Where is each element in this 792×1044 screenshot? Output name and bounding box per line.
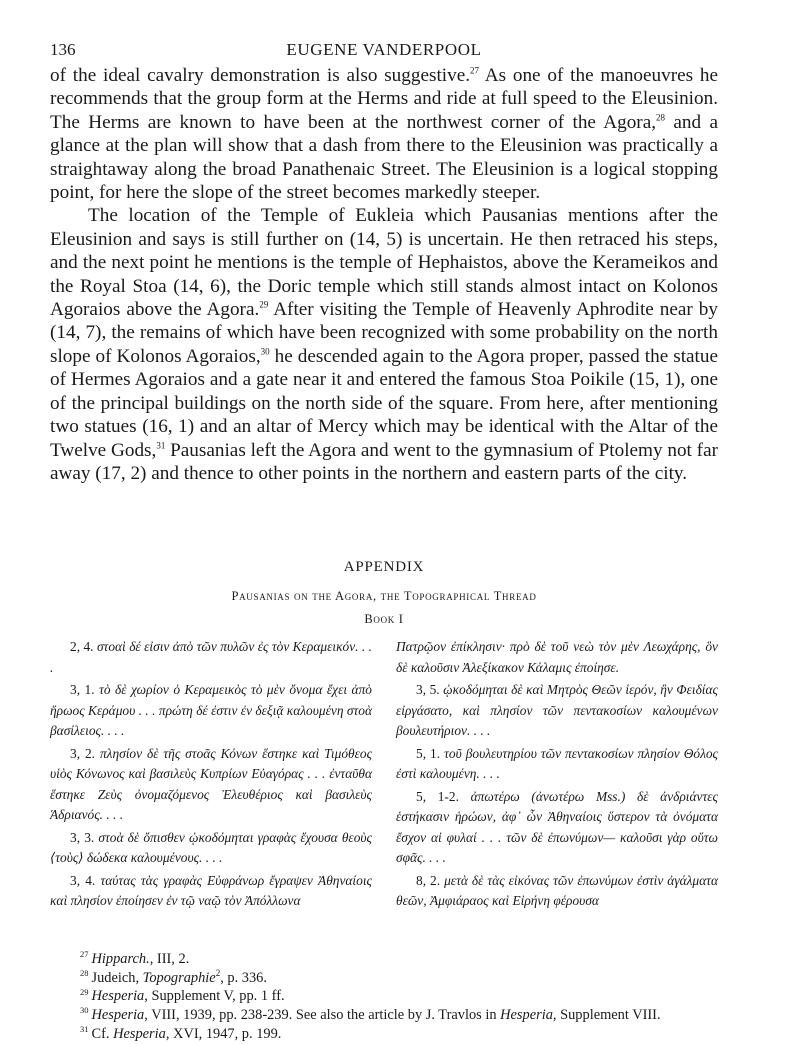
right-column — [396, 637, 718, 914]
footnote-title: Hesperia — [91, 1007, 145, 1024]
footnote-text: , Supplement VIII. — [552, 1007, 661, 1024]
passage-ref: 3, 2. — [70, 745, 96, 761]
passage-ref: 5, 1-2. — [416, 788, 459, 804]
passage-entry — [50, 680, 372, 742]
passage-text: ἀπωτέρω (ἀνωτέρω Mss.) δὲ ἀνδριάντες ἑστήκασιν ἡρώων, ἀφ᾽ ὧν Ἀθηναίοις ὕστερον τὰ ὀνόματα ἔσχον αἱ φυλαί . . . τῶν δὲ ἐπωνύμων— καλοῦσι γὰρ οὕτω σφᾶς. . . . — [396, 788, 718, 866]
footnote-text: , VIII, 1939, pp. 238-239. See also the article by J. Travlos in — [144, 1007, 501, 1024]
passage-text: μετὰ δὲ τὰς εἰκόνας τῶν ἐπωνύμων ἐστὶν ἀγάλματα θεῶν, Ἀμφιάραος καὶ Εἰρήνη φέρουσα — [396, 872, 718, 909]
footnote-title: Hesperia — [500, 1007, 553, 1024]
passage-text: ᾠκοδόμηται δὲ καὶ Μητρὸς Θεῶν ἱερόν, ἣν Φειδίας εἰργάσατο, καὶ πλησίον τῶν πεντακοσίων καλουμένων βουλευτήριον. . . . — [396, 682, 718, 739]
appendix-subtitle: Pausanias on the Agora, the Topographical Thread — [231, 589, 537, 604]
passage-entry — [50, 828, 372, 869]
passage-ref: 3, 4. — [70, 872, 96, 888]
text-run: he descended again to the Agora proper, passed the statue of Hermes Agoraios and a gate near it and entered the famous Stoa Poikile (15, 1), one of the principal buildings on the north side of the square. From here, after mentioning two statues (16, 1) and an altar of Mercy which may be identical with the Altar of the Twelve Gods, — [50, 345, 718, 461]
passage-text: τὸ δὲ χωρίον ὁ Κεραμεικὸς τὸ μὲν ὄνομα ἔχει ἀπὸ ἥρωος Κεράμου . . . πρώτη δέ ἐστιν ἐν δεξιᾷ καλουμένη στοὰ βασίλειος. . . . — [50, 682, 372, 739]
running-head — [50, 34, 718, 64]
passage-ref: 3, 3. — [70, 829, 95, 845]
footnotes — [50, 950, 718, 1044]
edition-superscript: 2 — [215, 967, 221, 978]
passage-text: ταύτας τὰς γραφὰς Εὐφράνωρ ἔγραψεν Ἀθηναίοις καὶ πλησίον ἐποίησεν ἐν τῷ ναῷ τὸν Ἀπόλλωνα — [50, 872, 372, 909]
footnote-text: , Supplement V, pp. 1 ff. — [144, 988, 285, 1005]
appendix-title: APPENDIX — [343, 559, 425, 576]
footnote-number: 31 — [80, 1024, 89, 1035]
passage-text: Πατρῷον ἐπίκλησιν· πρὸ δὲ τοῦ νεὼ τὸν μὲν Λεωχάρης, ὃν δὲ καλοῦσιν Ἀλεξίκακον Κάλαμις ἐποίησε. — [396, 639, 718, 675]
footnote-text: , III, 2. — [149, 950, 190, 967]
paragraph-2 — [50, 204, 718, 485]
passage-entry — [50, 871, 372, 912]
footnote-text: , p. 336. — [220, 969, 267, 986]
page-number: 136 — [50, 40, 76, 59]
footnote-text: Judeich, — [91, 969, 143, 986]
text-run: After visiting the Temple of Heavenly Aphrodite near by (14, 7), the remains of which have been recognized with some probability on the north slope of Kolonos Agoraios, — [50, 299, 718, 367]
footnote-ref-29: 29 — [259, 299, 269, 310]
paragraph-1 — [50, 64, 718, 204]
footnote-31 — [50, 1025, 718, 1044]
passage-ref: 8, 2. — [416, 872, 441, 888]
footnote-ref-31: 31 — [156, 440, 166, 451]
left-column — [50, 637, 372, 914]
passage-entry — [396, 637, 718, 678]
footnote-title: Hipparch. — [91, 950, 150, 967]
passage-entry — [396, 871, 718, 912]
footnote-27 — [50, 950, 718, 969]
appendix-book: Book I — [364, 612, 404, 627]
footnote-title: Topographie — [142, 969, 216, 986]
footnote-text: Cf. — [91, 1026, 114, 1042]
greek-text-columns — [50, 637, 718, 914]
footnote-number: 29 — [80, 986, 89, 997]
passage-text: στοαὶ δέ εἰσιν ἀπὸ τῶν πυλῶν ἐς τὸν Κεραμεικόν. . . . — [50, 639, 373, 675]
footnote-29 — [50, 987, 718, 1006]
footnote-number: 28 — [80, 967, 89, 978]
passage-entry — [50, 637, 372, 678]
footnote-30 — [50, 1006, 718, 1025]
passage-text: πλησίον δὲ τῆς στοᾶς Κόνων ἕστηκε καὶ Τιμόθεος υἱὸς Κόνωνος καὶ βασιλεὺς Κυπρίων Εὐαγόρας . . . ἐνταῦθα ἕστηκε Ζεὺς ὀνομαζόμενος Ἐλευθέριος καὶ βασιλεὺς Ἁδριανός. . . . — [50, 745, 373, 823]
page — [50, 34, 718, 1044]
footnote-ref-27: 27 — [470, 65, 480, 76]
footnote-text: , XVI, 1947, p. 199. — [165, 1026, 282, 1042]
passage-entry — [396, 680, 718, 742]
footnote-number: 27 — [80, 949, 89, 960]
running-title: EUGENE VANDERPOOL — [286, 40, 482, 59]
appendix-heading — [50, 559, 718, 627]
passage-text: τοῦ βουλευτηρίου τῶν πεντακοσίων πλησίον Θόλος ἐστὶ καλουμένη. . . . — [396, 745, 718, 782]
body-text — [50, 64, 718, 485]
footnote-title: Hesperia — [113, 1026, 166, 1042]
text-run: Pausanias left the Agora and went to the gymnasium of Ptolemy not far away (17, 2) and thence to other points in the northern and eastern parts of the city. — [50, 439, 718, 484]
text-run: and a glance at the plan will show that a dash from there to the Eleusinion was practically a straightaway along the broad Panathenaic Street. The Eleusinion is a logical stopping point, for here the slope of the street becomes markedly steeper. — [50, 111, 718, 204]
footnote-ref-30: 30 — [260, 346, 270, 357]
passage-ref: 5, 1. — [416, 745, 441, 761]
text-run: As one of the manoeuvres he recommends that the group form at the Herms and ride at full speed to the Eleusinion. The Herms are known to have been at the northwest corner of the Agora, — [50, 65, 718, 133]
passage-text: στοὰ δὲ ὄπισθεν ᾠκοδόμηται γραφὰς ἔχουσα θεοὺς ⟨τοὺς⟩ δώδεκα καλουμένους. . . . — [50, 829, 372, 866]
passage-ref: 3, 1. — [70, 682, 95, 698]
text-run: The location of the Temple of Eukleia which Pausanias mentions after the Eleusinion and says is still further on (14, 5) is uncertain. He then retraced his steps, and the next point he mentions is the temple of Hephaistos, above the Kerameikos and the Royal Stoa (14, 6), the Doric temple which still stands almost intact on Kolonos Agoraios above the Agora. — [50, 205, 718, 321]
passage-ref: 3, 5. — [416, 682, 440, 698]
footnote-28 — [50, 969, 718, 988]
footnote-title: Hesperia — [91, 988, 145, 1005]
passage-ref: 2, 4. — [70, 639, 94, 655]
passage-entry — [396, 787, 718, 869]
footnote-ref-28: 28 — [656, 112, 666, 123]
passage-entry — [396, 744, 718, 785]
text-run: of the ideal cavalry demonstration is also suggestive. — [50, 65, 471, 86]
footnote-number: 30 — [80, 1005, 89, 1016]
passage-entry — [50, 744, 372, 826]
